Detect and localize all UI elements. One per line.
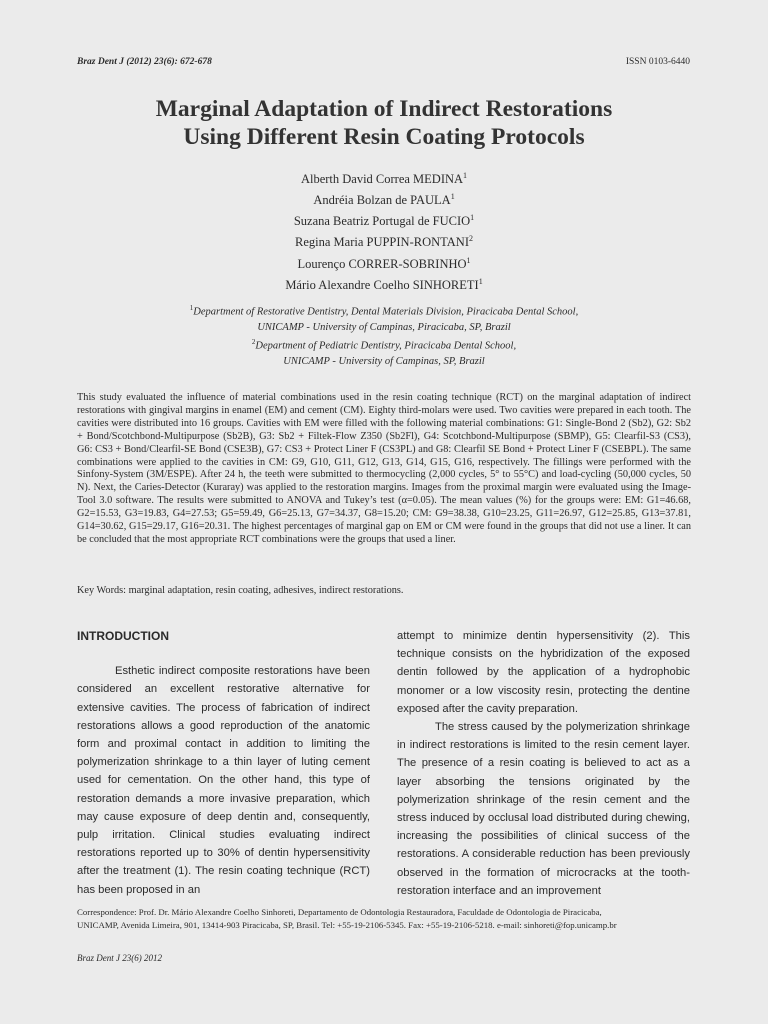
author: Suzana Beatriz Portugal de FUCIO$^1$ [293, 213, 475, 229]
page-footer: Braz Dent J 23(6) 2012 [77, 953, 162, 963]
correspondence [77, 906, 691, 932]
author: Lourenço CORRER-SOBRINHO$^1$ [297, 255, 471, 271]
author: Mário Alexandre Coelho SINHORETI$^1$ [285, 276, 483, 292]
correspondence-line: Correspondence: Prof. Dr. Mário Alexandre Coelho Sinhoreti, Departamento de Odontologia Restauradora, Faculdade de Odontologia de Piracicaba, [77, 907, 602, 917]
author: Alberth David Correa MEDINA$^1$ [300, 171, 468, 187]
author: Regina Maria PUPPIN-RONTANI$^2$ [295, 234, 473, 250]
affiliations [0, 301, 768, 369]
author: Andréia Bolzan de PAULA$^1$ [313, 192, 455, 208]
title-line-2: Using Different Resin Coating Protocols [183, 124, 585, 150]
body-paragraph: Esthetic indirect composite restorations have been considered an excellent restorative alternative for extensive cavities. The process of fabrication of indirect restorations allows a good reproduction of the anatomic form and proximal contact in addition to limiting the polymerization shrinkage to a thin layer of luting cement used for cementation. On the other hand, this type of restoration demands a more invasive preparation, which may cause exposure of deep dentin and, consequently, pulp irritation. Clinical studies evaluating indirect restorations reported up to 30% of dentin hypersensitivity after the treatment (1). The resin coating technique (RCT) has been proposed in an [77, 665, 370, 896]
left-column [77, 627, 370, 899]
journal-citation: Braz Dent J (2012) 23(6): 672-678 [77, 57, 212, 67]
title-line-1: Marginal Adaptation of Indirect Restorations [155, 96, 613, 122]
running-head [77, 57, 690, 67]
section-heading: INTRODUCTION [77, 629, 169, 643]
affiliation-1: $^1$Department of Restorative Dentistry, Dental Materials Division, Piracicaba Dental School, [189, 304, 579, 318]
affiliation-2-cont: UNICAMP - University of Campinas, SP, Brazil [283, 355, 485, 367]
author-list [0, 167, 768, 294]
body-paragraph: The stress caused by the polymerization shrinkage in indirect restorations is limited to the resin cement layer. The presence of a resin coating is believed to act as a layer absorbing the tensions originated by the polymerization shrinkage of the resin cement and the stress induced by occlusal load distributed during chewing, increasing the possibilities of clinical success of the restorations. A considerable reduction has been previously observed in the formation of microcracks at the tooth-restoration interface and an improvement [397, 721, 690, 897]
correspondence-line: UNICAMP, Avenida Limeira, 901, 13414-903 Piracicaba, SP, Brasil. Tel: +55-19-2106-5345. Fax: +55-19-2106-5218. e-mail: sinhoreti@fop.unicamp.br [77, 920, 617, 930]
issn: ISSN 0103-6440 [625, 57, 690, 67]
abstract: This study evaluated the influence of material combinations used in the resin coating technique (RCT) on the marginal adaptation of indirect restorations with gingival margins in enamel (EM) and cement (CM). Eighty third-molars were used. Two cavities were prepared in each tooth. The cavities were distributed into 16 groups. Cavities with EM were filled with the following material combinations: G1: Single-Bond 2 (Sb2), G2: Sb2 + Bond/Scotchbond-Multipurpose (Sb2B), G3: Sb2 + Filtek-Flow Z350 (Sb2Fl), G4: Scotchbond-Multipurpose (SBMP), G5: Clearfil-S3 (CS3), G6: CS3 + Bond/Clearfil-SE Bond (CSE3B), G7: CS3 + Protect Liner F (CS3PL) and G8: Clearfil SE Bond + Protect Liner F (CSEBPL). The same combinations were applied to the cavities in CM: G9, G10, G11, G12, G13, G14, G15, G16, respectively. The fillings were performed with the Sinfony-System (3M/ESPE). After 24 h, the teeth were submitted to thermocycling (2,000 cycles, 5° to 55°C) and load-cycling (50,000 cycles, 50 N). Next, the Caries-Detector (Kuraray) was applied to the restoration margins. Images from the proximal margin were evaluated using the Image-Tool 3.0 software. The results were submitted to ANOVA and Tukey’s test (α=0.05). The mean values (%) for the groups were: EM: G1=46.68, G2=15.53, G3=19.83, G4=27.53; G5=59.49, G6=25.13, G7=34.37, G8=15.20; CM: G9=38.38, G10=23.25, G11=26.97, G12=25.85, G13=37.81, G14=30.62, G15=29.17, G16=20.31. The highest percentages of marginal gap on EM or CM were found in the groups that did not use a liner. It can be concluded that the most appropriate RCT combinations were the groups that used a liner. [77, 392, 691, 545]
body-paragraph: attempt to minimize dentin hypersensitivity (2). This technique consists on the hybridization of the exposed dentin followed by the application of a hydrophobic monomer or a low viscosity resin, protecting the dentine exposed after the cavity preparation. [397, 630, 690, 715]
affiliation-1-cont: UNICAMP - University of Campinas, Piracicaba, SP, Brazil [257, 321, 511, 333]
keywords: Key Words: marginal adaptation, resin coating, adhesives, indirect restorations. [77, 585, 404, 596]
article-title [60, 95, 708, 151]
right-column [397, 627, 690, 900]
affiliation-2: $^2$Department of Pediatric Dentistry, Piracicaba Dental School, [251, 338, 517, 352]
